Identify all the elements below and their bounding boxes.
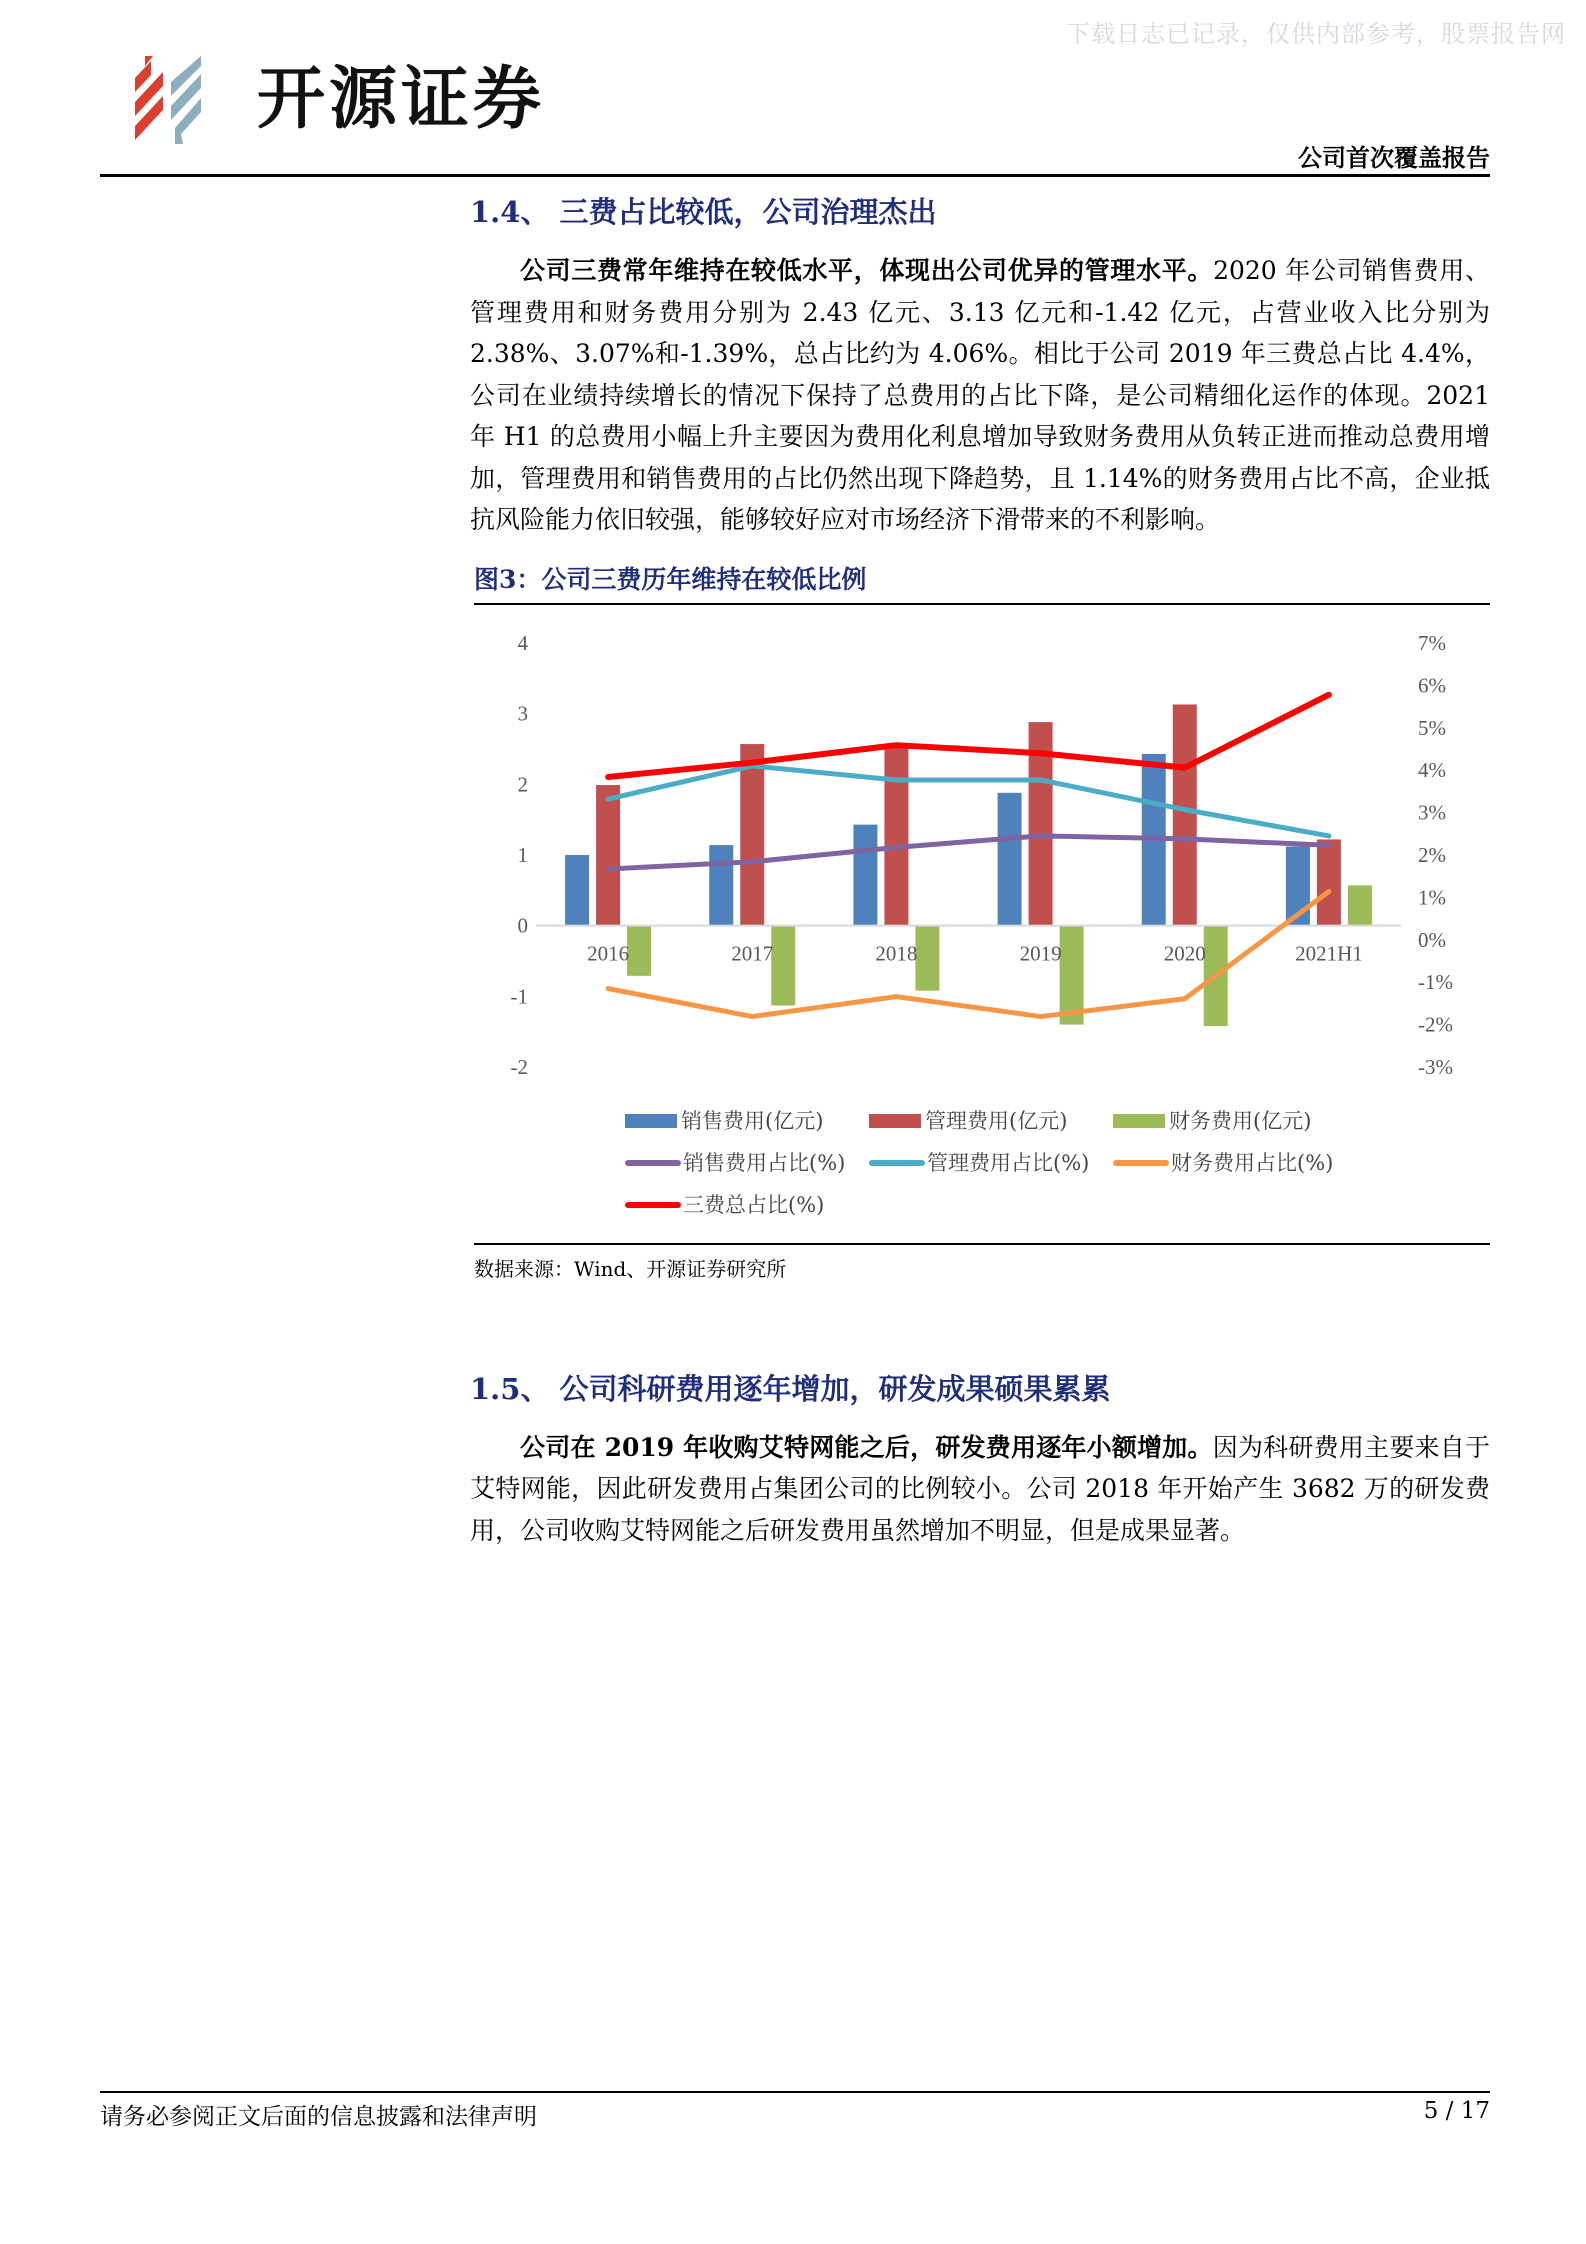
x-axis-tick-label: 2021H1	[1295, 941, 1363, 966]
legend-label: 管理费用占比(%)	[927, 1150, 1090, 1175]
main-content	[470, 192, 1490, 1551]
figure-source: 数据来源：Wind、开源证券研究所	[474, 1256, 787, 1281]
logo-mark-icon	[135, 56, 245, 144]
left-axis-tick-label: 2	[517, 771, 528, 796]
legend-sales-ratio	[625, 1149, 869, 1177]
right-axis-tick-label: -3%	[1418, 1054, 1453, 1079]
header-divider	[100, 174, 1490, 177]
legend-label: 管理费用(亿元)	[925, 1108, 1068, 1133]
x-axis-tick-label: 2019	[1019, 941, 1062, 966]
section-title-1-4: 1.4、 三费占比较低，公司治理杰出	[470, 195, 937, 229]
legend-swatch	[869, 1114, 921, 1128]
expense-chart	[470, 605, 1490, 1105]
page-number: 5 / 17	[1423, 2098, 1490, 2124]
right-axis-tick-label: 0%	[1418, 927, 1446, 952]
chart-container	[470, 605, 1490, 1105]
legend-admin-ratio	[869, 1149, 1113, 1177]
bar-0-2019	[998, 792, 1022, 925]
right-axis-tick-label: 6%	[1418, 672, 1446, 697]
figure-bottom-rule	[474, 1243, 1490, 1245]
bar-1-2020	[1173, 704, 1197, 925]
chart-legend	[470, 1107, 1490, 1219]
brand-logo	[135, 56, 565, 144]
legend-swatch	[1113, 1114, 1165, 1128]
legend-swatch	[1113, 1160, 1169, 1166]
left-axis-tick-label: -2	[510, 1054, 528, 1079]
left-axis-tick-label: 3	[517, 701, 528, 726]
left-axis-tick-label: 4	[517, 630, 528, 655]
section-1-4-paragraph	[470, 250, 1490, 541]
legend-total-ratio	[625, 1191, 869, 1219]
body-text: 2020 年公司销售费用、管理费用和财务费用分别为 2.43 亿元、3.13 亿元和-1.42 亿元，占营业收入比分别为 2.38%、3.07%和-1.39%，总占比约为 4.06%。相比于公司 2019 年三费总占比 4.4%，公司在业绩持续增长的情况下保持了总费用的占比下降，是公司精细化运作的体现。2021 年 H1 的总费用小幅上升主要因为费用化利息增加导致财务费用从负转正进而推动总费用增加，管理费用和销售费用的占比仍然出现下降趋势，且 1.14%的财务费用占比不高，企业抵抗风险能力依旧较强，能够较好应对市场经济下滑带来的不利影响。	[470, 256, 1490, 534]
bar-2-2016	[627, 925, 651, 975]
x-axis-tick-label: 2016	[587, 941, 630, 966]
footer-disclaimer: 请务必参阅正文后面的信息披露和法律声明	[100, 2104, 537, 2130]
lead-sentence: 公司三费常年维持在较低水平，体现出公司优异的管理水平。	[520, 256, 1214, 285]
legend-finance-expense	[1113, 1107, 1357, 1135]
legend-swatch	[625, 1114, 677, 1128]
figure-title: 图3：公司三费历年维持在较低比例	[474, 564, 867, 594]
bar-2-2017	[771, 925, 795, 1005]
right-axis-tick-label: -1%	[1418, 969, 1453, 994]
line-series-1	[608, 765, 1329, 835]
bar-0-2016	[565, 855, 589, 926]
right-axis-tick-label: 5%	[1418, 715, 1446, 740]
legend-sales-expense	[625, 1107, 869, 1135]
right-axis-tick-label: 7%	[1418, 630, 1446, 655]
legend-admin-expense	[869, 1107, 1113, 1135]
section-spacer	[470, 1283, 1490, 1369]
right-axis-tick-label: 2%	[1418, 842, 1446, 867]
bar-1-2017	[740, 744, 764, 926]
x-axis-tick-label: 2017	[731, 941, 774, 966]
section-title-1-5: 1.5、 公司科研费用逐年增加，研发成果硕果累累	[470, 1371, 1111, 1406]
legend-swatch	[869, 1160, 925, 1166]
bar-1-2021H1	[1317, 839, 1341, 925]
lead-sentence: 公司在 2019 年收购艾特网能之后，研发费用逐年小额增加。	[520, 1432, 1213, 1462]
report-type: 公司首次覆盖报告	[1298, 143, 1490, 172]
right-axis-tick-label: 4%	[1418, 757, 1446, 782]
legend-label: 销售费用(亿元)	[681, 1108, 824, 1133]
brand-name: 开源证券	[257, 60, 546, 139]
x-axis-tick-label: 2020	[1163, 941, 1206, 966]
legend-swatch	[625, 1160, 681, 1166]
watermark: 下载日志已记录，仅供内部参考，股票报告网	[1066, 20, 1566, 48]
line-series-3	[608, 694, 1329, 776]
left-axis-tick-label: -1	[510, 983, 528, 1008]
bar-0-2017	[709, 845, 733, 926]
left-axis-tick-label: 0	[517, 913, 528, 938]
section-1-5-paragraph	[470, 1427, 1490, 1552]
legend-label: 三费总占比(%)	[683, 1192, 825, 1217]
bar-0-2018	[853, 824, 877, 925]
right-axis-tick-label: -2%	[1418, 1012, 1453, 1037]
right-axis-tick-label: 3%	[1418, 800, 1446, 825]
body-text: 因为科研费用主要来自于艾特网能，因此研发费用占集团公司的比例较小。公司 2018 年开始产生 3682 万的研发费用，公司收购艾特网能之后研发费用虽然增加不明显，但是成果显著。	[470, 1432, 1490, 1545]
legend-label: 财务费用(亿元)	[1169, 1108, 1312, 1133]
x-axis-tick-label: 2018	[875, 941, 918, 966]
bar-1-2018	[884, 747, 908, 925]
legend-finance-ratio	[1113, 1149, 1357, 1177]
legend-swatch	[625, 1202, 681, 1208]
bar-2-2021H1	[1348, 885, 1372, 925]
left-axis-tick-label: 1	[517, 842, 528, 867]
legend-label: 财务费用占比(%)	[1171, 1150, 1334, 1175]
footer-divider	[100, 2091, 1490, 2093]
bar-2-2018	[915, 925, 939, 990]
right-axis-tick-label: 1%	[1418, 884, 1446, 909]
bar-1-2016	[596, 785, 620, 926]
legend-label: 销售费用占比(%)	[683, 1150, 846, 1175]
